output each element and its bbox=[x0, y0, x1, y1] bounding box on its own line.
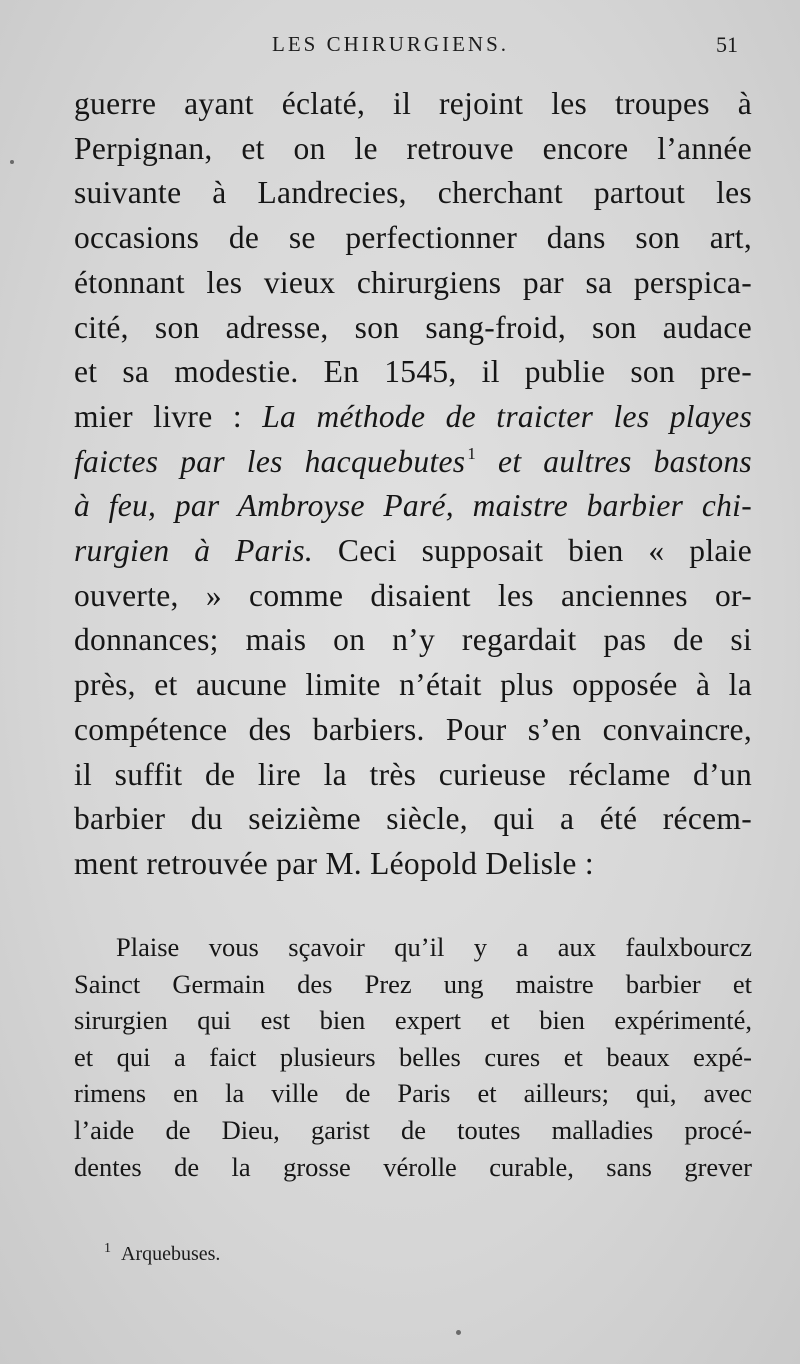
text-line: donnances; mais on n’y regardait pas de si bbox=[74, 622, 752, 658]
page-header bbox=[0, 28, 800, 64]
main-paragraph bbox=[74, 82, 752, 887]
text-line: occasions de se perfectionner dans son art, bbox=[74, 220, 752, 256]
text-line: guerre ayant éclaté, il rejoint les troupes à bbox=[74, 86, 752, 121]
running-title: LES CHIRURGIENS. bbox=[272, 32, 510, 56]
text-line: Perpignan, et on le retrouve encore l’année bbox=[74, 130, 752, 166]
paper-speck bbox=[456, 1330, 461, 1335]
quote-line: l’aide de Dieu, garist de toutes malladies procé- bbox=[74, 1114, 752, 1145]
text-line bbox=[74, 395, 752, 440]
book-title-italic: et aultres bastons bbox=[476, 443, 752, 479]
footnote-reference: 1 bbox=[467, 443, 477, 463]
quote-line: et qui a faict plusieurs belles cures et beaux expé- bbox=[74, 1041, 752, 1072]
text-line: il suffit de lire la très curieuse réclame d’un bbox=[74, 756, 752, 792]
text-line: compétence des barbiers. Pour s’en convaincre, bbox=[74, 711, 752, 747]
text-line: étonnant les vieux chirurgiens par sa perspica- bbox=[74, 264, 752, 300]
text-line: ouverte, » comme disaient les anciennes or- bbox=[74, 577, 752, 613]
footnote-number: 1 bbox=[104, 1241, 111, 1256]
text-line: près, et aucune limite n’était plus opposée à la bbox=[74, 667, 752, 703]
text-line: à feu, par Ambroyse Paré, maistre barbier chi- bbox=[74, 488, 752, 524]
quote-line: rimens en la ville de Paris et ailleurs; qui, avec bbox=[74, 1078, 752, 1109]
text-line: ment retrouvée par M. Léopold Delisle : bbox=[74, 845, 594, 881]
quote-line: Plaise vous sçavoir qu’il y a aux faulxbourcz bbox=[116, 932, 752, 962]
book-title-italic: La méthode de traicter les playes bbox=[262, 398, 753, 434]
quote-line: sirurgien qui est bien expert et bien expérimenté, bbox=[74, 1005, 752, 1036]
footnote-text: Arquebuses. bbox=[121, 1243, 221, 1265]
text-line bbox=[74, 440, 752, 485]
text-line: barbier du seizième siècle, qui a été récem- bbox=[74, 801, 752, 837]
quote-line: Sainct Germain des Prez ung maistre barbier et bbox=[74, 968, 752, 999]
quoted-advertisement bbox=[74, 929, 752, 1185]
page-number: 51 bbox=[716, 32, 738, 57]
quote-line: dentes de la grosse vérolle curable, sans grever bbox=[74, 1151, 752, 1182]
text-line bbox=[74, 529, 752, 574]
text-line: et sa modestie. En 1545, il publie son pre- bbox=[74, 354, 752, 390]
paper-speck bbox=[10, 160, 14, 164]
text-line: cité, son adresse, son sang-froid, son audace bbox=[74, 309, 752, 345]
footnote bbox=[104, 1241, 220, 1266]
book-title-italic: faictes par les hacquebutes bbox=[74, 443, 466, 479]
book-title-italic: rurgien à Paris. bbox=[74, 533, 314, 569]
text-line: suivante à Landrecies, cherchant partout les bbox=[74, 175, 752, 211]
text-segment: mier livre : bbox=[74, 398, 263, 434]
text-segment: Ceci supposait bien « plaie bbox=[313, 533, 752, 569]
